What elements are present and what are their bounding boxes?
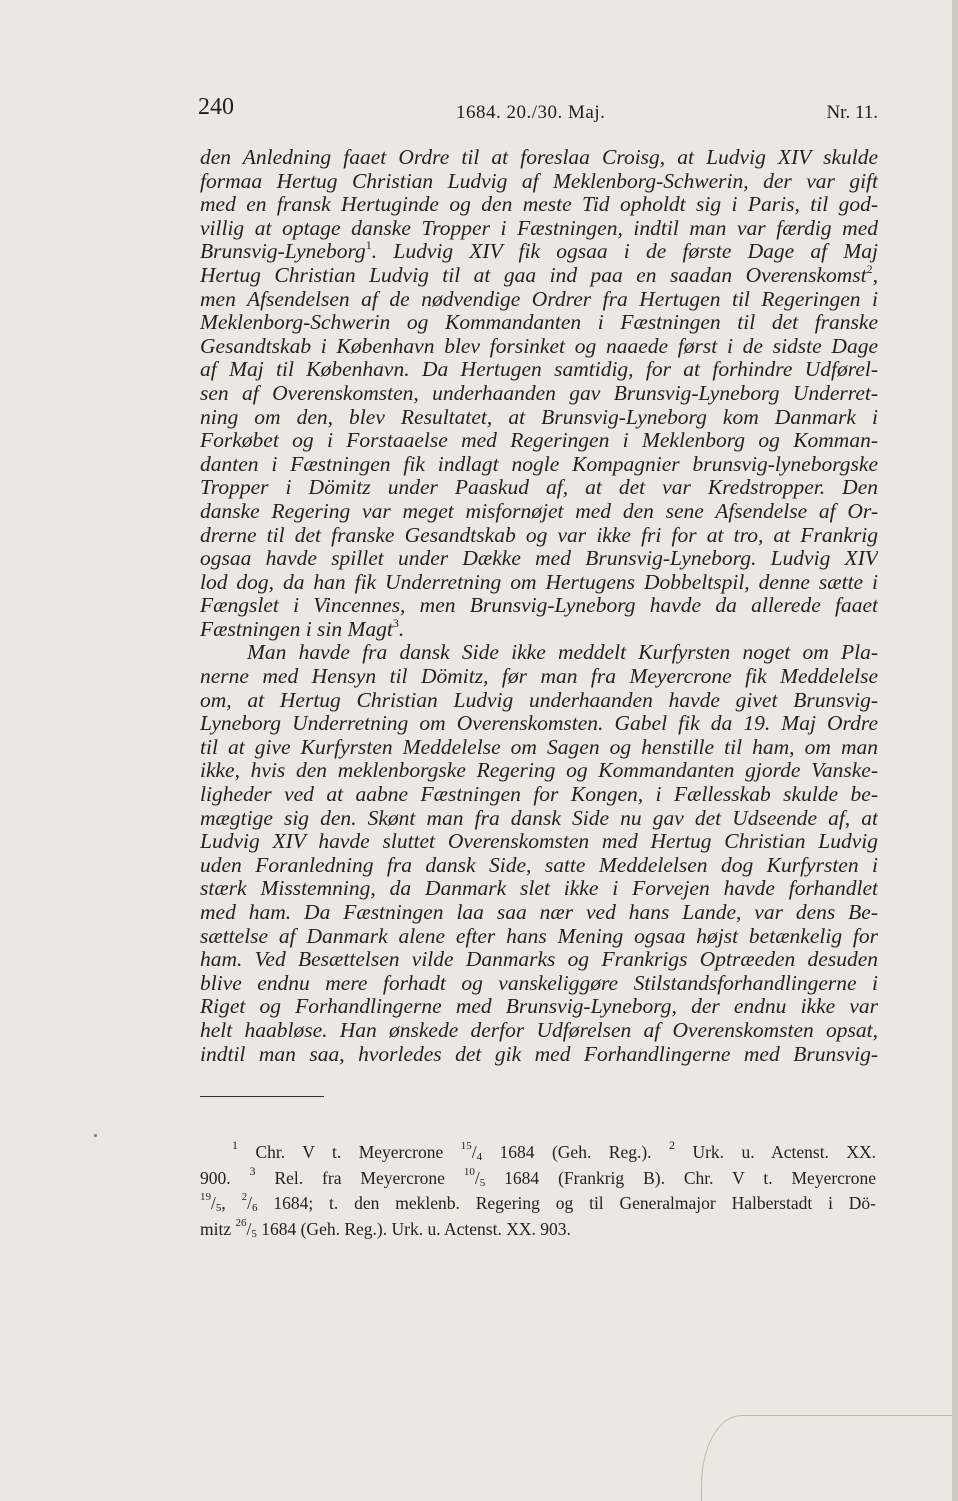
footnote-line (200, 1140, 876, 1166)
period: . (371, 240, 378, 264)
footnote-text: Rel. fra Meyercrone (274, 1167, 445, 1188)
text-line: nerne med Hensyn til Dömitz, før man fra Meyercrone fik Meddelelse (200, 665, 878, 689)
text-line: ikke, hvis den meklenborgske Regering og Kommandanten gjorde Vanske- (200, 759, 878, 783)
date-fraction: $^{10}/_5$ (463, 1165, 486, 1189)
main-text (200, 146, 878, 1066)
text-line (200, 240, 878, 264)
running-title: 1684. 20./30. Maj. (456, 102, 606, 123)
text-line: om, at Hertug Christian Ludvig underhaanden havde givet Brunsvig- (200, 688, 878, 712)
date-fraction: $^{15}/_4$ (460, 1140, 483, 1163)
footnote-text: 1684 (Geh. Reg.). (499, 1142, 652, 1162)
footnote-text: , (221, 1193, 226, 1213)
footnote-text: Chr. V t. Meyercrone (255, 1142, 444, 1162)
footnote-line (200, 1191, 876, 1217)
footnote-mark: 3 (249, 1165, 256, 1178)
date-fraction: $^2/_6$ (241, 1191, 258, 1214)
text-line: Riget og Forhandlingerne med Brunsvig-Lyneborg, der endnu ikke var (200, 995, 878, 1019)
page-number: 240 (198, 94, 234, 120)
text-line: Ludvig XIV havde sluttet Overenskomsten med Hertug Christian Ludvig (200, 830, 878, 854)
date-fraction: $^{19}/_5$ (200, 1191, 222, 1214)
text-line: sen af Overenskomsten, underhaanden gav Brunsvig-Lyneborg Underret- (200, 381, 878, 405)
footnote-line (200, 1217, 876, 1243)
text-line: til at give Kurfyrsten Meddelelse om Sagen og henstille til ham, om man (200, 735, 878, 759)
footnote-text: 900. (200, 1167, 231, 1188)
text-line: helt haabløse. Han ønskede derfor Udførelsen af Overenskomsten opsat, (200, 1018, 878, 1042)
footnote-ref-3: 3 (392, 617, 399, 630)
footnotes (200, 1140, 876, 1242)
text-line: blive endnu mere forhadt og vanskeliggøre Stilstandsforhandlingerne i (200, 971, 878, 995)
text-line: uden Foranledning fra dansk Side, satte Meddelelsen dog Kurfyrsten i (200, 853, 878, 877)
text-line: mægtige sig den. Skønt man fra dansk Side nu gav det Udseende af, at (200, 806, 878, 830)
text-segment: Hertug Christian Ludvig til at gaa ind paa en saadan Overenskomst (200, 263, 867, 287)
footnote-divider (200, 1096, 324, 1097)
text-line: Lyneborg Underretning om Overenskomsten. Gabel fik da 19. Maj Ordre (200, 712, 878, 736)
text-line: sættelse af Danmark alene efter hans Mening ogsaa højst betænkelig for (200, 924, 878, 948)
paper-curl (701, 1415, 952, 1501)
section-number: Nr. 11. (826, 102, 878, 123)
footnote-ref-1: 1 (365, 240, 372, 253)
text-line: Forkøbet og i Forstaaelse med Regeringen i Meklenborg og Komman- (200, 429, 878, 453)
text-line: den Anledning faaet Ordre til at foreslaa Croisg, at Ludvig XIV skulde (200, 146, 878, 169)
text-line: ning om den, blev Resultatet, at Brunsvig-Lyneborg kom Danmark i (200, 405, 878, 429)
text-line: af Maj til København. Da Hertugen samtidig, for at forhindre Udførel- (200, 358, 878, 382)
text-line: ogsaa havde spillet under Dække med Brunsvig-Lyneborg. Ludvig XIV (200, 547, 878, 571)
text-line (200, 618, 878, 642)
text-line: indtil man saa, hvorledes det gik med Forhandlingerne med Brunsvig- (200, 1042, 878, 1066)
footnote-text: Urk. u. Actenst. XX. (692, 1142, 876, 1162)
text-line: Meklenborg-Schwerin og Kommandanten i Fæstningen til det franske (200, 311, 878, 335)
footnote-text: 1684; t. den meklenb. Regering og til Generalmajor Halberstadt i Dö- (273, 1193, 876, 1213)
footnote-text: 1684 (Geh. Reg.). Urk. u. Actenst. XX. 903. (261, 1218, 571, 1239)
text-segment: Brunsvig-Lyneborg (200, 240, 366, 264)
text-line: ligheder ved at aabne Fæstningen for Kongen, i Fællesskab skulde be- (200, 783, 878, 807)
period: . (398, 617, 405, 641)
text-segment: Ludvig XIV fik ogsaa i de første Dage af Maj (393, 240, 878, 264)
text-line: men Afsendelsen af de nødvendige Ordrer fra Hertugen til Regeringen i (200, 287, 878, 311)
text-line: med ham. Da Fæstningen laa saa nær ved hans Lande, var dens Be- (200, 901, 878, 924)
text-line: Hertug Christian Ludvig til at gaa ind paa en saadan Overenskomst$^2$, (200, 263, 878, 287)
text-line: Man havde fra dansk Side ikke meddelt Kurfyrsten noget om Pla- (247, 641, 878, 665)
footnote-mark: 2 (669, 1140, 675, 1152)
text-line: drerne til det franske Gesandtskab og var ikke fri for at tro, at Frankrig (200, 523, 878, 547)
text-line: formaa Hertug Christian Ludvig af Meklenborg-Schwerin, der var gift (200, 169, 878, 193)
page-header (198, 94, 878, 128)
footnote-mark: 1 (232, 1140, 238, 1152)
text-line: danten i Fæstningen fik indlagt nogle Kompagnier brunsvig-lyneborgske (200, 452, 878, 476)
margin-speck (94, 1134, 97, 1137)
page-edge (952, 0, 958, 1501)
text-line: med en fransk Hertuginde og den meste Tid opholdt sig i Paris, til god- (200, 193, 878, 217)
footnote-text: 1684 (Frankrig B). Chr. V t. Meyercrone (504, 1167, 876, 1188)
text-line: villig at optage danske Tropper i Fæstningen, indtil man var færdig med (200, 216, 878, 240)
text-line: Gesandtskab i København blev forsinket og naaede først i de sidste Dage (200, 334, 878, 358)
text-line: Tropper i Dömitz under Paaskud af, at det var Kredstropper. Den (200, 476, 878, 500)
text-line: stærk Misstemning, da Danmark slet ikke i Forvejen havde forhandlet (200, 877, 878, 901)
text-line: danske Regering var meget misfornøjet med den sene Afsendelse af Or- (200, 499, 878, 523)
footnote-ref-2: 2 (866, 263, 873, 276)
text-line: ham. Ved Besættelsen vilde Danmarks og Frankrigs Optræeden desuden (200, 948, 878, 972)
footnote-line (200, 1166, 876, 1192)
text-line: Fængslet i Vincennes, men Brunsvig-Lyneborg havde da allerede faaet (200, 594, 878, 618)
text-line: lod dog, da han fik Underretning om Hertugens Dobbeltspil, denne sætte i (200, 570, 878, 594)
text-segment: Fæstningen i sin Magt (200, 617, 393, 641)
date-fraction: $^{26}/_5$ (235, 1216, 257, 1240)
footnote-text: mitz (200, 1218, 232, 1239)
